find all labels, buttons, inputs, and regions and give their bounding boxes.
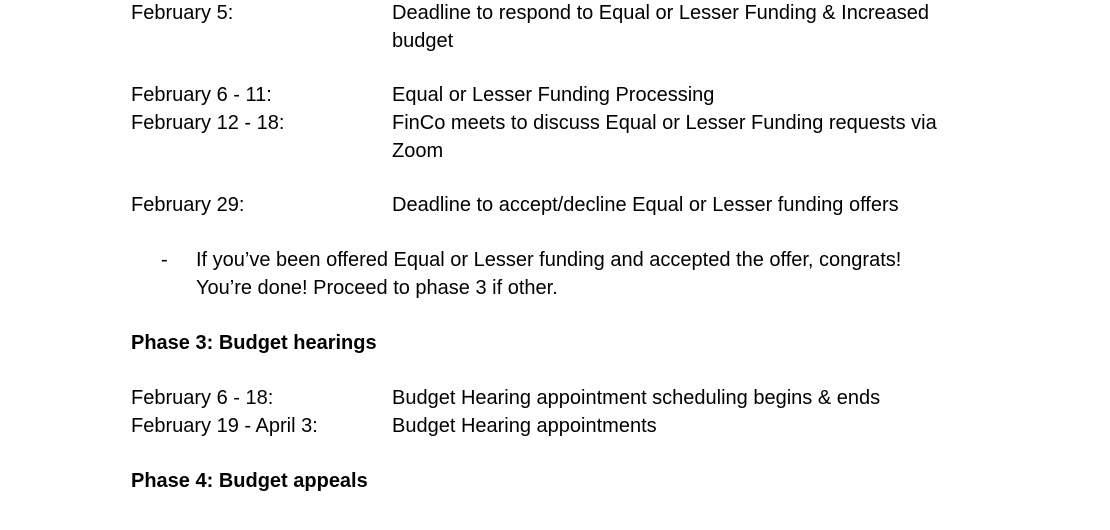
schedule-description: FinCo meets to discuss Equal or Lesser Funding requests via Zoom [392, 112, 937, 162]
schedule-date: February 5: [131, 2, 234, 24]
schedule-description: Budget Hearing appointment scheduling begins & ends [392, 387, 881, 409]
schedule-date: February 29: [131, 194, 245, 216]
phase3-heading: Phase 3: Budget hearings [131, 332, 377, 354]
schedule-description: Budget Hearing appointments [392, 415, 657, 437]
schedule-date: February 19 - April 3: [131, 415, 318, 437]
bullet-marker: - [161, 249, 168, 271]
schedule-description: Deadline to respond to Equal or Lesser Funding & Increased budget [392, 2, 930, 52]
bullet-text: If you’ve been offered Equal or Lesser funding and accepted the offer, congrats! You’re done! Proceed to phase 3 if other. [196, 249, 902, 299]
phase4-heading: Phase 4: Budget appeals [131, 470, 368, 492]
schedule-date: February 6 - 11: [131, 84, 272, 106]
schedule-date: February 6 - 18: [131, 387, 274, 409]
schedule-date: February 12 - 18: [131, 112, 285, 134]
schedule-description: Deadline to accept/decline Equal or Lesser funding offers [392, 194, 899, 216]
schedule-description: Equal or Lesser Funding Processing [392, 84, 715, 106]
